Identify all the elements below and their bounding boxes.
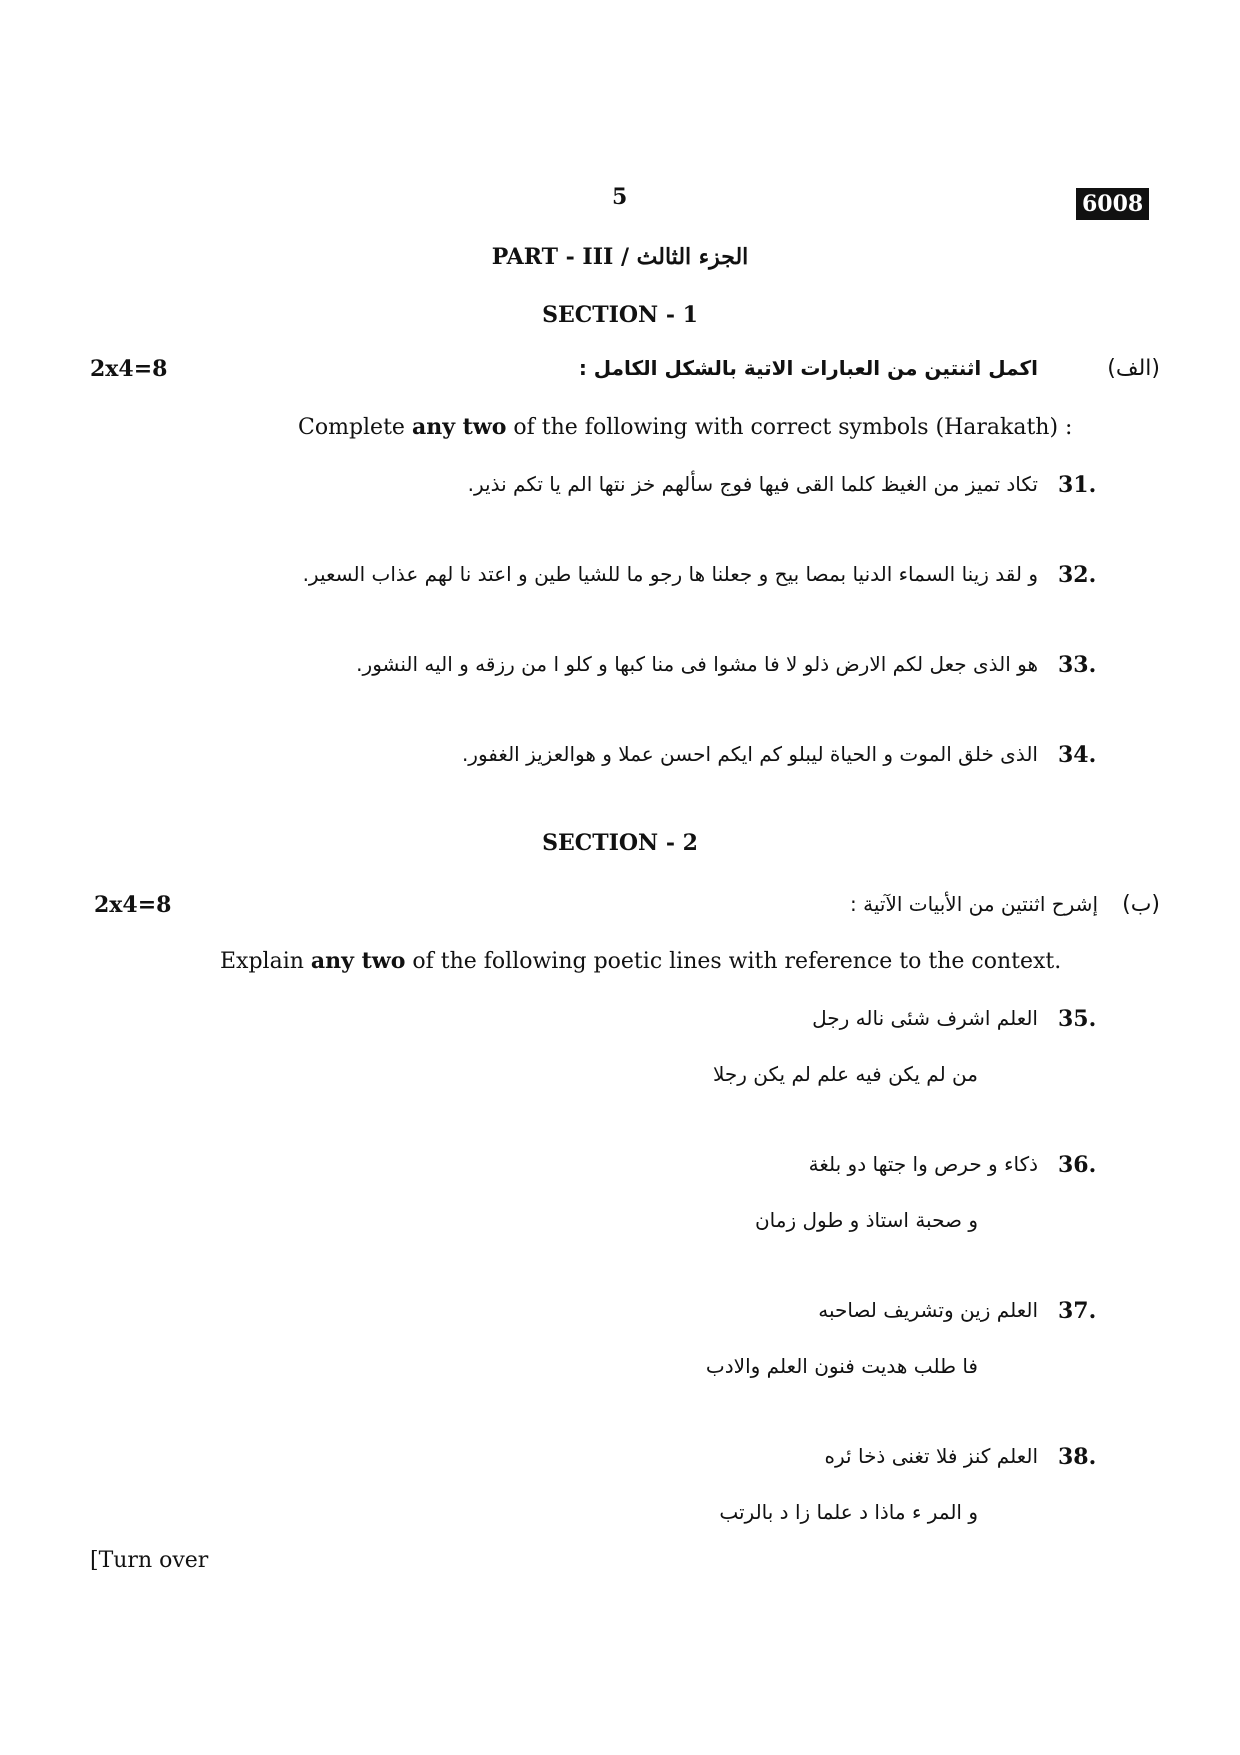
section-2-marks: 2x4=8: [94, 892, 172, 918]
page-number: 5: [612, 184, 628, 210]
turn-over-note: [Turn over: [90, 1548, 209, 1573]
section-1-marks: 2x4=8: [90, 356, 168, 382]
section-2-label: (ب): [1122, 892, 1160, 917]
question-text: هو الذى جعل لكم الارض ذلو لا فا مشوا فى منا كبها و كلو ا من رزقه و اليه النشور.: [356, 652, 1038, 676]
question-number: 36.: [1058, 1152, 1097, 1178]
paper-code-badge: 6008: [1076, 188, 1149, 220]
instruction-emphasis: any two: [310, 948, 406, 974]
poem-line-1: ذكاء و حرص وا جتها دو بلغة: [808, 1152, 1038, 1176]
question-number: 31.: [1058, 472, 1097, 498]
question-text: الذى خلق الموت و الحياة ليبلو كم ايكم احسن عملا و هوالعزيز الغفور.: [461, 742, 1038, 766]
poem-line-1: العلم كنز فلا تغنى ذخا ئره: [824, 1444, 1038, 1468]
section-1-instruction-en: [298, 414, 1072, 440]
instruction-text: Explain: [220, 949, 311, 974]
part-title: PART - III / الجزء الثالث: [491, 244, 749, 270]
question-text: تكاد تميز من الغيظ كلما القى فيها فوج سألهم خز نتها الم يا تكم نذير.: [467, 472, 1038, 496]
instruction-emphasis: any two: [411, 414, 507, 440]
section-1-title: SECTION - 1: [542, 302, 698, 328]
section-1-label: (الف): [1107, 356, 1160, 381]
instruction-text: of the following with correct symbols (Harakath) :: [506, 415, 1073, 440]
question-number: 33.: [1058, 652, 1097, 678]
instruction-text: Complete: [298, 415, 412, 440]
question-number: 35.: [1058, 1006, 1097, 1032]
poem-line-1: العلم زين وتشريف لصاحبه: [818, 1298, 1038, 1322]
poem-line-2: من لم يكن فيه علم لم يكن رجلا: [712, 1062, 978, 1086]
instruction-text: of the following poetic lines with reference to the context.: [405, 949, 1062, 974]
section-2-instruction-en: [220, 948, 1061, 974]
question-number: 37.: [1058, 1298, 1097, 1324]
question-number: 34.: [1058, 742, 1097, 768]
poem-line-2: فا طلب هديت فنون العلم والادب: [705, 1354, 978, 1378]
question-text: و لقد زينا السماء الدنيا بمصا بيح و جعلنا ها رجو ما للشيا طين و اعتد نا لهم عذاب السعير.: [302, 562, 1038, 586]
section-1-instruction-ar: اكمل اثنتين من العبارات الاتية بالشكل الكامل :: [578, 356, 1038, 380]
poem-line-1: العلم اشرف شئى ناله رجل: [812, 1006, 1038, 1030]
section-2-title: SECTION - 2: [542, 830, 698, 856]
poem-line-2: و المر ء ماذا د علما زا د بالرتب: [719, 1500, 978, 1524]
poem-line-2: و صحبة استاذ و طول زمان: [754, 1208, 978, 1232]
question-number: 32.: [1058, 562, 1097, 588]
section-2-instruction-ar: إشرح اثنتين من الأبيات الآتية :: [850, 892, 1098, 916]
question-number: 38.: [1058, 1444, 1097, 1470]
